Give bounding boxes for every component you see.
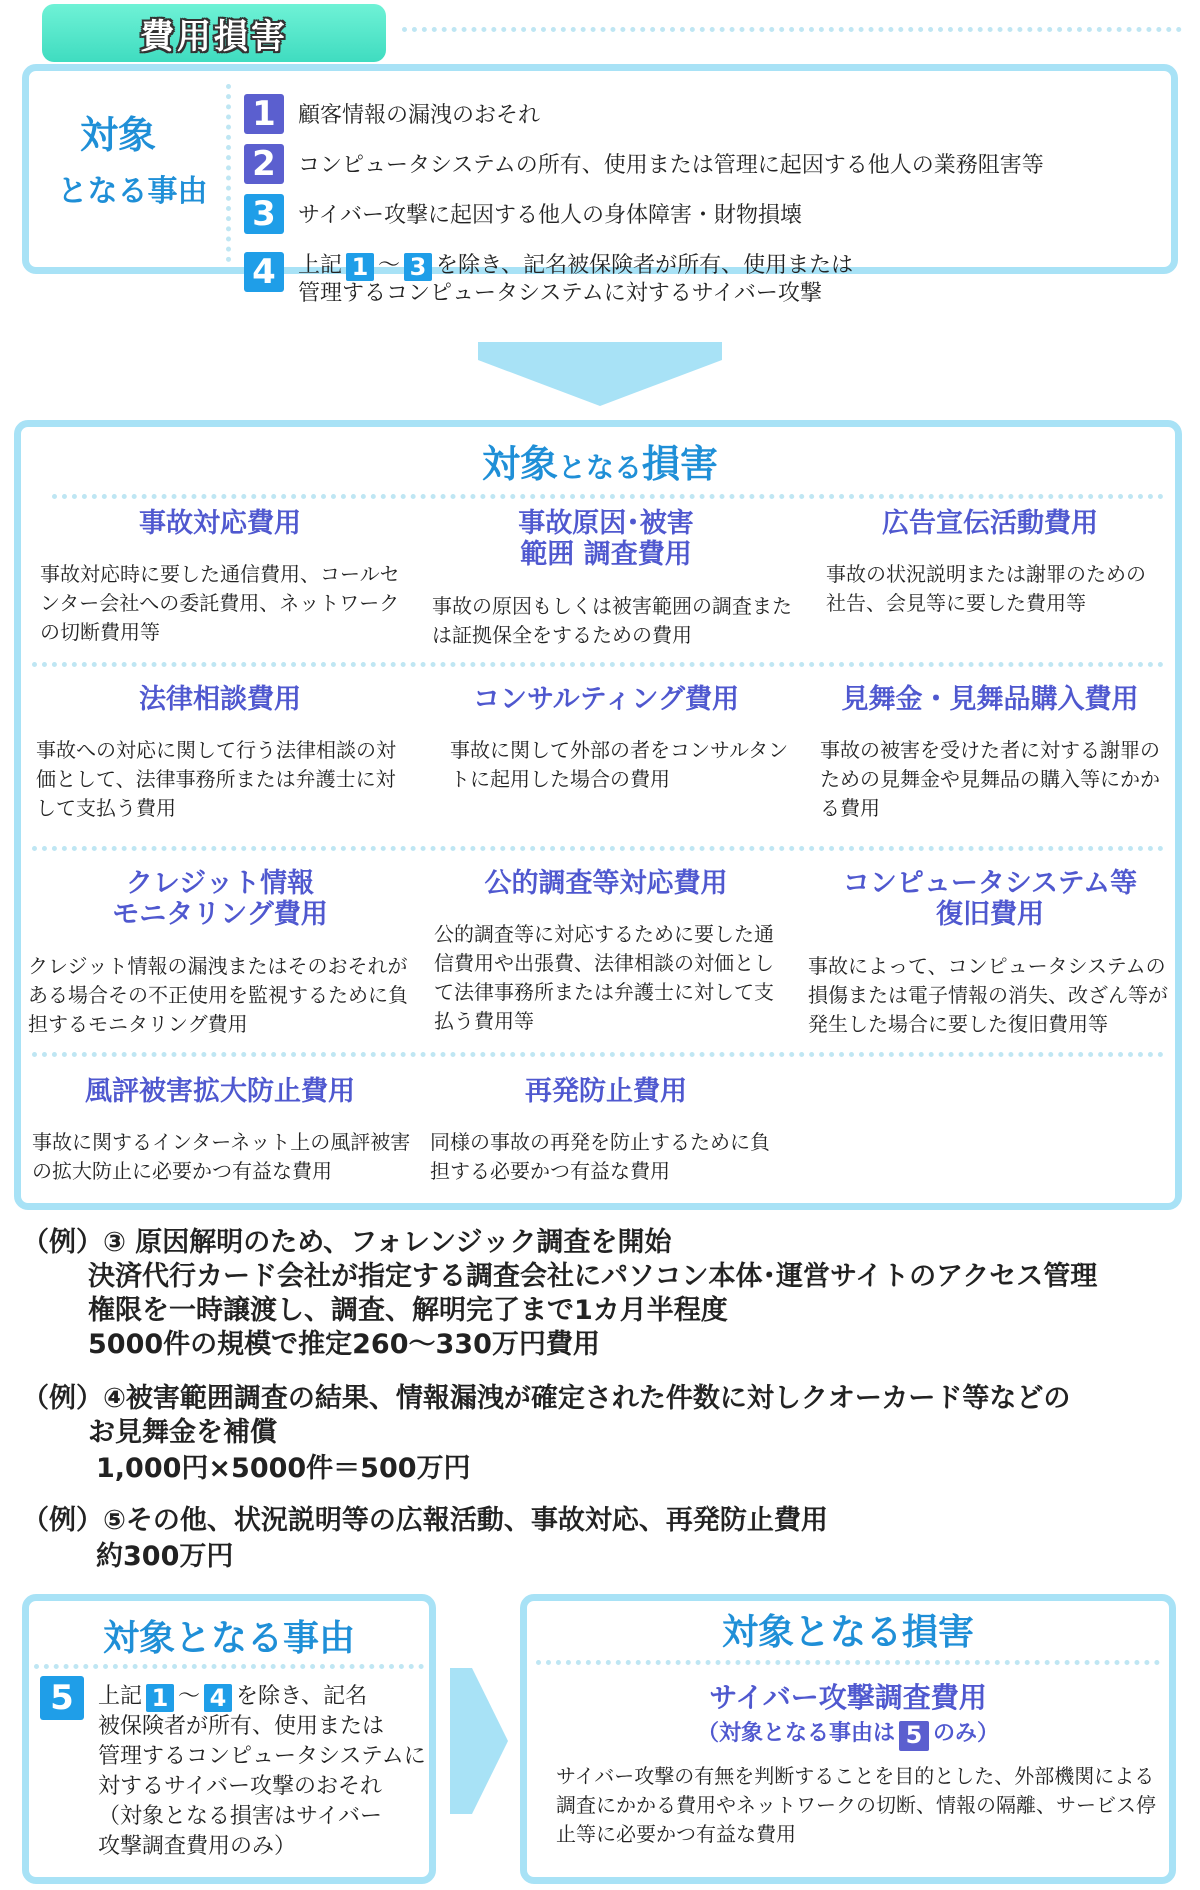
example-2-line1: （例）④被害範囲調査の結果、情報漏洩が確定された件数に対しクオーカード等などの xyxy=(22,1383,1071,1414)
category-desc-advertising: 事故の状況説明または謝罪のための社告、会見等に要した費用等 xyxy=(826,562,1146,615)
bottom-damage-desc: サイバー攻撃の有無を判断することを目的とした、外部機関による調査にかかる費用やネットワークの切断、情報の隔離、サービス停止等に必要かつ有益な費用 xyxy=(556,1764,1156,1846)
example-2-line3: 1,000円×5000件＝500万円 xyxy=(96,1453,471,1484)
bottom-reason-title: 対象となる事由 xyxy=(102,1618,355,1659)
reason-item-3: サイバー攻撃に起因する他人の身体障害・財物損壊 xyxy=(298,203,803,228)
category-desc-cause-investigation: 事故の原因もしくは被害範囲の調査または証拠保全をするための費用 xyxy=(432,594,792,647)
reason-number-badge: 4 xyxy=(244,252,284,292)
reason-number-badge: 2 xyxy=(244,144,284,184)
damages-title: 対象となる損害 xyxy=(481,442,719,486)
bottom-reason-text: 上記 1 ～ 4 を除き、記名 被保険者が所有、使用または 管理するコンピュータシステムに 対するサイバー攻撃のおそれ （対象となる損害はサイバー 攻撃調査費用のみ） xyxy=(98,1684,426,1859)
category-desc-credit-monitoring: クレジット情報の漏洩またはそのおそれがある場合その不正使用を監視するために負担するモニタリング費用 xyxy=(28,954,408,1036)
example-1-line1: （例）③ 原因解明のため、フォレンジック調査を開始 xyxy=(22,1227,672,1258)
header-dotted-line xyxy=(402,27,1182,32)
category-title-consulting: コンサルティング費用 xyxy=(473,684,739,715)
bottom-damage-title: 対象となる損害 xyxy=(721,1612,974,1653)
category-title-system-recovery: コンピュータシステム等 復旧費用 xyxy=(842,868,1138,930)
category-desc-recurrence-prevention: 同様の事故の再発を防止するために負担する必要かつ有益な費用 xyxy=(430,1130,770,1183)
reasons-divider xyxy=(226,84,231,262)
example-3-line1: （例）⑤その他、状況説明等の広報活動、事故対応、再発防止費用 xyxy=(22,1505,828,1536)
example-2-line2: お見舞金を補償 xyxy=(88,1417,277,1448)
reason-item-4-line2: 管理するコンピュータシステムに対するサイバー攻撃 xyxy=(298,281,822,306)
category-title-legal-consultation: 法律相談費用 xyxy=(139,684,301,715)
damages-divider xyxy=(52,494,1164,499)
reason-number-badge: 1 xyxy=(244,94,284,134)
damages-divider xyxy=(32,1052,1164,1057)
damages-divider xyxy=(32,846,1164,851)
category-desc-public-investigation: 公的調査等に対応するために要した通信費用や出張費、法律相談の対価として法律事務所または弁護士に対して支払う費用等 xyxy=(434,922,774,1033)
category-desc-consulting: 事故に関して外部の者をコンサルタントに起用した場合の費用 xyxy=(450,738,789,791)
bottom-damage-subtitle: サイバー攻撃調査費用 xyxy=(709,1681,987,1714)
category-title-advertising: 広告宣伝活動費用 xyxy=(882,508,1098,539)
reasons-title-line2: となる事由 xyxy=(57,174,208,209)
category-title-incident-response: 事故対応費用 xyxy=(139,508,301,539)
example-1-line2: 決済代行カード会社が指定する調査会社にパソコン本体･運営サイトのアクセス管理 xyxy=(88,1261,1098,1292)
reason-number-badge: 5 xyxy=(40,1676,84,1720)
section-header-title: 費用損害 xyxy=(140,16,288,57)
right-arrow-icon xyxy=(450,1668,508,1814)
example-1-line4: 5000件の規模で推定260～330万円費用 xyxy=(88,1329,600,1360)
example-1-line3: 権限を一時譲渡し、調査、解明完了まで1カ月半程度 xyxy=(88,1295,728,1326)
down-arrow-icon xyxy=(478,342,722,406)
reason-item-2: コンピュータシステムの所有、使用または管理に起因する他人の業務阻害等 xyxy=(298,153,1044,178)
example-3-line2: 約300万円 xyxy=(96,1541,234,1572)
category-desc-reputation-damage: 事故に関するインターネット上の風評被害の拡大防止に必要かつ有益な費用 xyxy=(32,1130,411,1183)
reason-item-1: 顧客情報の漏洩のおそれ xyxy=(298,103,541,128)
category-title-condolence-money: 見舞金・見舞品購入費用 xyxy=(841,684,1139,715)
bottom-damage-divider xyxy=(536,1660,1160,1665)
reasons-title-line1: 対象 xyxy=(80,113,157,157)
category-desc-incident-response: 事故対応時に要した通信費用、コールセンター会社への委託費用、ネットワークの切断費用等 xyxy=(40,562,400,644)
reason-item-4-line1: 上記 1 ～ 3 を除き、記名被保険者が所有、使用または xyxy=(298,253,854,281)
section-header-tag xyxy=(42,4,386,62)
damages-divider xyxy=(32,662,1164,667)
bottom-damage-note: （対象となる事由は 5 のみ） xyxy=(696,1721,1000,1749)
bottom-reason-divider xyxy=(34,1664,424,1669)
category-title-public-investigation: 公的調査等対応費用 xyxy=(484,868,728,899)
category-desc-legal-consultation: 事故への対応に関して行う法律相談の対価として、法律事務所または弁護士に対して支払う費用 xyxy=(36,738,396,820)
category-desc-condolence-money: 事故の被害を受けた者に対する謝罪のための見舞金や見舞品の購入等にかかる費用 xyxy=(820,738,1160,820)
category-title-cause-investigation: 事故原因･被害 範囲 調査費用 xyxy=(518,508,694,570)
reason-number-badge: 3 xyxy=(244,194,284,234)
category-title-credit-monitoring: クレジット情報 モニタリング費用 xyxy=(112,868,328,930)
category-title-reputation-damage: 風評被害拡大防止費用 xyxy=(85,1076,355,1107)
category-desc-system-recovery: 事故によって、コンピュータシステムの損傷または電子情報の消失、改ざん等が発生した場合に要した復旧費用等 xyxy=(808,954,1168,1036)
category-title-recurrence-prevention: 再発防止費用 xyxy=(525,1076,687,1107)
